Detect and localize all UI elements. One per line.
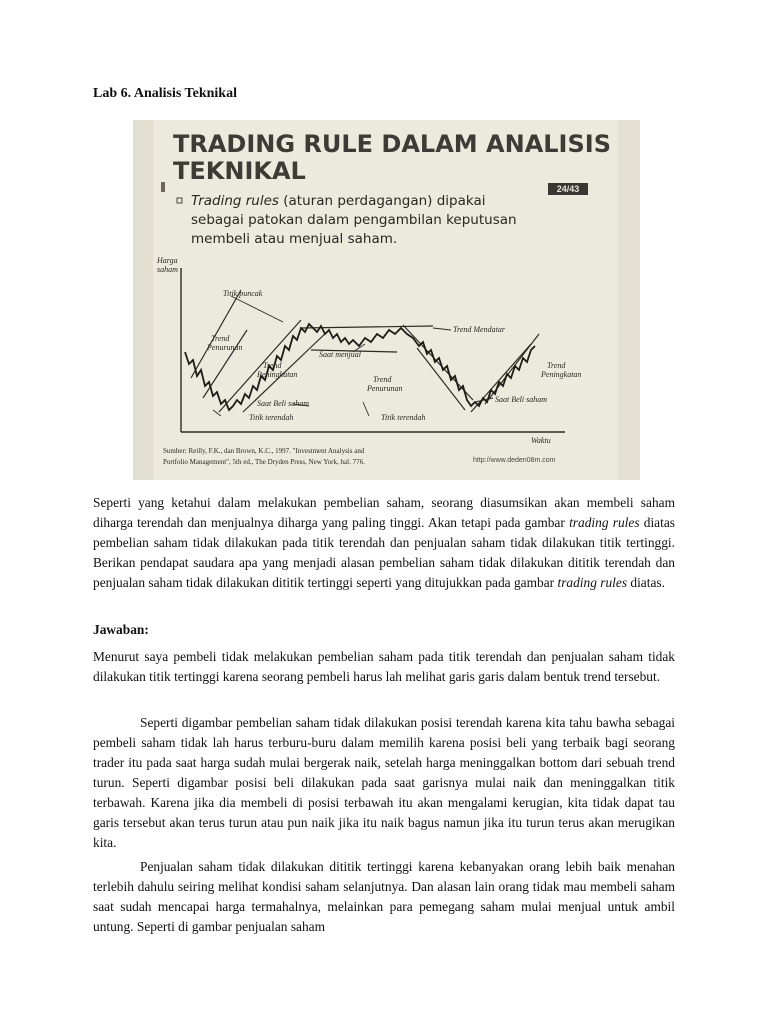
document-heading: Lab 6. Analisis Teknikal — [93, 86, 237, 101]
label-trend-penurunan-2b: Penurunan — [367, 384, 403, 393]
answer-paragraph-2 — [93, 713, 675, 853]
label-trend-penurunan-1b: Penurunan — [207, 343, 243, 352]
label-trend-peningkatan-2a: Trend — [547, 361, 566, 370]
slide-source-line1: Sumber: Reilly, F.K., dan Brown, K.C., 1997. "Investment Analysis and — [163, 447, 365, 455]
label-titik-puncak: Titik puncak — [223, 289, 263, 298]
slide-bullet-line1-rest: (aturan perdagangan) dipakai — [278, 193, 486, 209]
label-trend-peningkatan-2b: Peningkatan — [541, 370, 582, 379]
label-trend-penurunan-2a: Trend — [373, 375, 392, 384]
slide-website: http://www.deden08m.com — [473, 457, 556, 464]
label-saat-menjual: Saat menjual — [319, 350, 361, 359]
label-trend-mendatar: Trend Mendatar — [453, 325, 505, 334]
slide-title-line2: TEKNIKAL — [173, 157, 306, 185]
answer-paragraph-1-text: Menurut saya pembeli tidak melakukan pembelian saham pada titik terendah dan penjualan saham tidak dilakukan titik tertinggi karena seorang pembeli harus lah melihat garis garis dalam bentuk trend tersebut. — [93, 649, 675, 684]
answer-paragraph-2-text: Seperti digambar pembelian saham tidak dilakukan posisi terendah karena kita tahu bawha sebagai pembeli saham tidak lah harus terburu-buru dalam memilih karena posisi beli yang terbaik bagi seorang trader itu pada saat harga sudah mulai bergerak naik, setelah harga meninggalkan bottom dari sebuah trend turun. Seperti digambar posisi beli dilakukan pada saat garisnya mulai naik dan meninggalkan titik terbawah. Karena jika dia membeli di posisi terbawah itu akan mengalami kerugian, kita tidak dapat tau garis tersebut akan terus turun atau pun naik jika itu naik bagus namun jika itu turun terus akan merugikan kita. — [93, 715, 675, 850]
slide-bullet-line3: membeli atau menjual saham. — [191, 231, 398, 247]
question-paragraph — [93, 493, 675, 593]
trading-rule-diagram — [133, 120, 640, 480]
label-titik-terendah-1: Titik terendah — [249, 413, 294, 422]
y-axis-label-2: saham — [157, 265, 178, 274]
answer-paragraph-3 — [93, 857, 675, 937]
label-titik-terendah-2: Titik terendah — [381, 413, 426, 422]
label-trend-peningkatan-1a: Trend — [263, 361, 282, 370]
slide-bullet-line1 — [191, 193, 485, 209]
slide-page-counter: 24/43 — [556, 184, 580, 194]
trading-rule-slide-image — [133, 120, 640, 480]
answer-paragraph-3-text: Penjualan saham tidak dilakukan dititik tertinggi karena kebanyakan orang lebih baik menahan terlebih dahulu seiring melihat kondisi saham selanjutnya. Dan alasan lain orang tidak mau membeli saham saat sudah mencapai harga termahalnya, melainkan para pemegang saham mulai menjual untuk ambil untung. Seperti di gambar penjualan saham — [93, 859, 675, 934]
answer-paragraph-1 — [93, 647, 675, 687]
x-axis-label: Waktu — [531, 436, 551, 445]
label-saat-beli-saham-2: Saat Beli saham — [495, 395, 547, 404]
slide-source-line2: Portfolio Management", 5th ed., The Dryden Press, New York, hal. 776. — [163, 458, 365, 466]
question-italic-term1: trading rules — [569, 515, 640, 530]
slide-bullet-italic: Trading rules — [191, 193, 279, 209]
question-text-part2: diatas pembelian saham tidak dilakukan pada titik terendah dan penjualan saham tidak dilakukan titik tertinggi. Berikan pendapat saudara apa yang menjadi alasan pembelian saham tidak dilakukan dititik terendah dan penjualan saham tidak dilakukan dititik tertinggi seperti yang ditujukkan pada gambar — [93, 515, 676, 590]
question-italic-term2: trading rules — [557, 575, 628, 590]
slide-title-line1: TRADING RULE DALAM ANALISIS — [173, 130, 611, 158]
y-axis-label-1: Harga — [157, 256, 178, 265]
label-trend-penurunan-1a: Trend — [211, 334, 230, 343]
label-saat-beli-saham-1: Saat Beli saham — [257, 399, 309, 408]
question-text-part1: Seperti yang ketahui dalam melakukan pembelian saham, seorang diasumsikan akan membeli saham diharga terendah dan menjualnya diharga yang paling tinggi. Akan tetapi pada gambar — [93, 495, 675, 530]
answer-heading: Jawaban: — [93, 622, 149, 637]
label-trend-peningkatan-1b: Peningkatan — [257, 370, 298, 379]
question-text-part3: diatas. — [627, 575, 665, 590]
slide-bullet-line2: sebagai patokan dalam pengambilan keputusan — [191, 212, 517, 228]
